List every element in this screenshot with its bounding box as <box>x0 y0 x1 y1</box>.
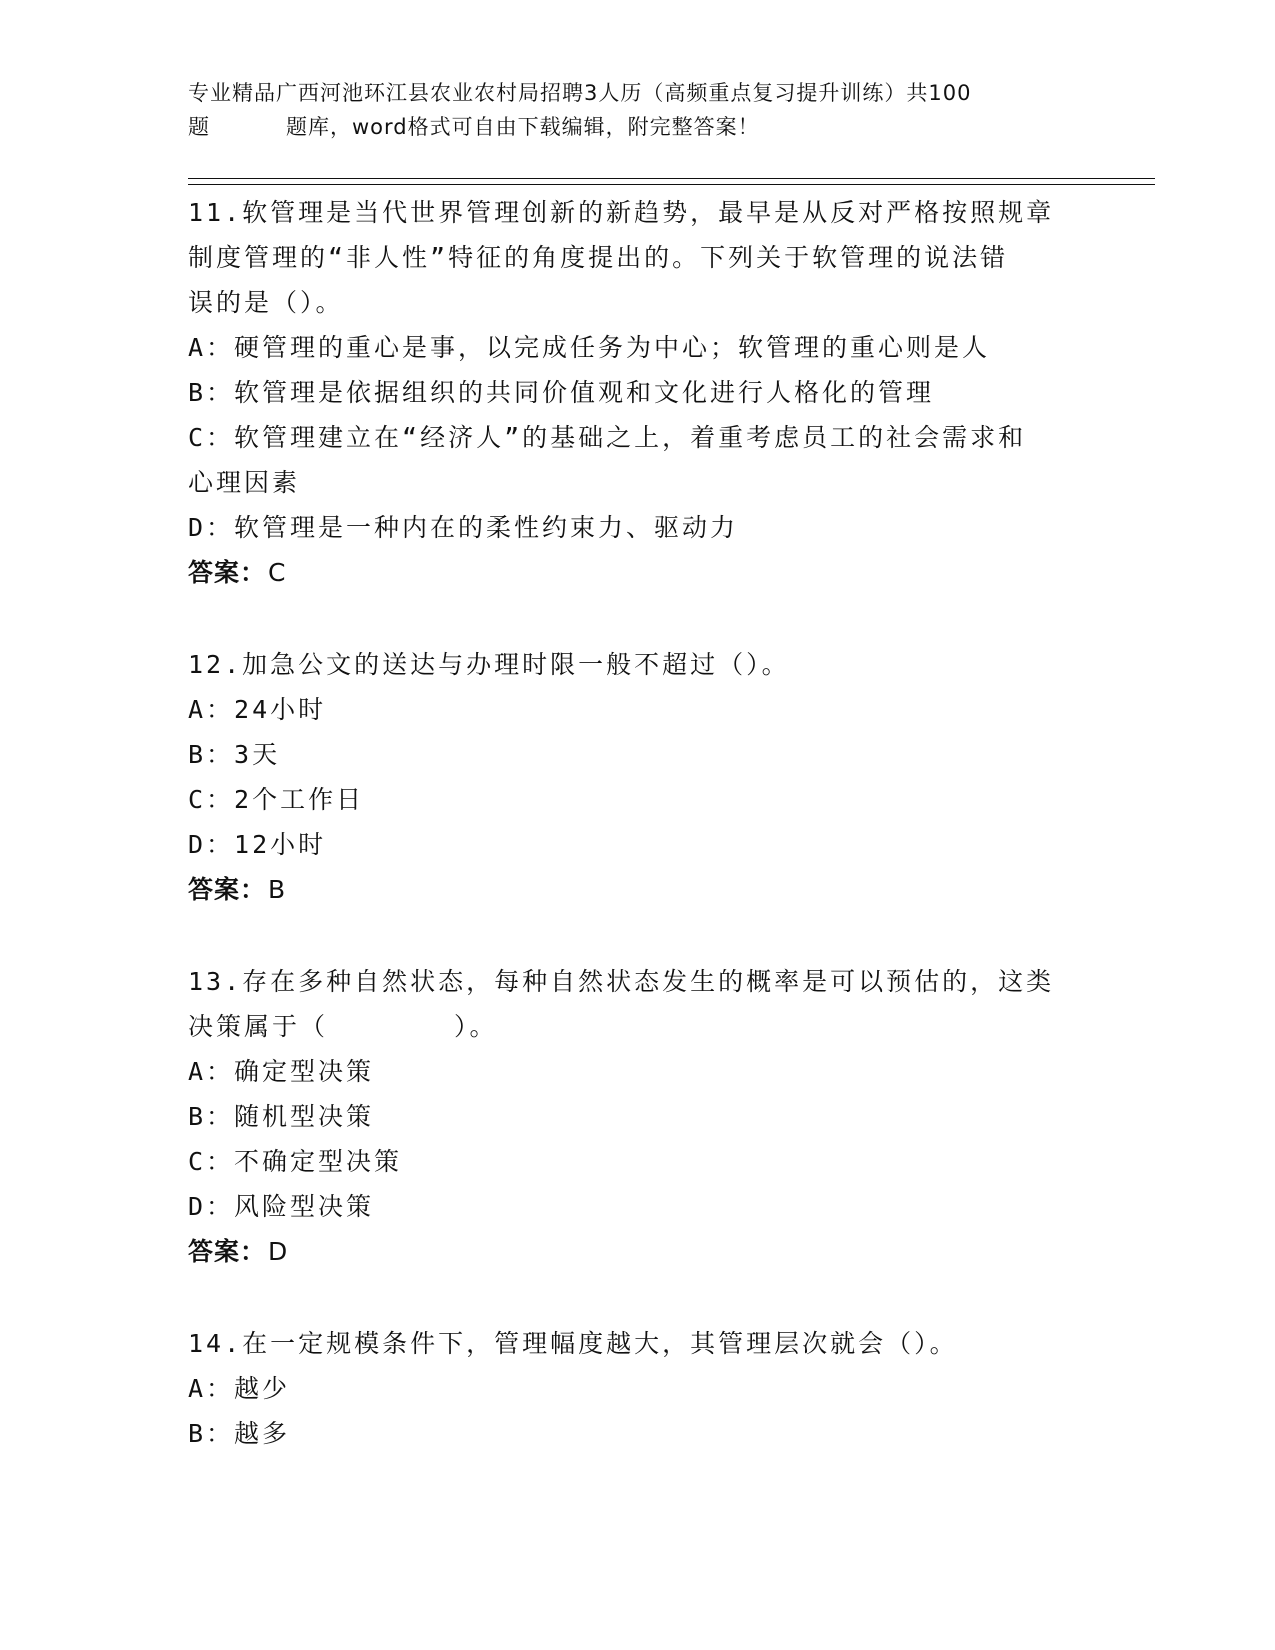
option-a: A：硬管理的重心是事，以完成任务为中心；软管理的重心则是人 <box>188 333 991 362</box>
answer-label: 答案： <box>188 875 267 904</box>
option-d: D：12小时 <box>188 830 327 859</box>
question-14 <box>188 1321 1088 1456</box>
option-a: A：24小时 <box>188 695 327 724</box>
question-text-line: 13.存在多种自然状态，每种自然状态发生的概率是可以预估的，这类 <box>188 967 1055 996</box>
question-text-line <box>188 1004 1088 1049</box>
answer-value: B <box>268 875 287 904</box>
option-c: C：2个工作日 <box>188 785 365 814</box>
option-b: B：软管理是依据组织的共同价值观和文化进行人格化的管理 <box>188 378 935 407</box>
option-a: A：确定型决策 <box>188 1057 375 1086</box>
option-d: D：软管理是一种内在的柔性约束力、驱动力 <box>188 513 739 542</box>
question-text-part: ）。 <box>454 1012 498 1041</box>
question-text-line: 误的是（）。 <box>188 288 344 317</box>
option-b: B：随机型决策 <box>188 1102 375 1131</box>
option-d: D：风险型决策 <box>188 1192 375 1221</box>
answer-label: 答案： <box>188 558 267 587</box>
answer-label: 答案： <box>188 1237 267 1266</box>
answer <box>188 1229 1088 1275</box>
option-a: A：越少 <box>188 1374 291 1403</box>
answer <box>188 867 1088 913</box>
option-b: B：越多 <box>188 1419 291 1448</box>
header-divider-top <box>188 178 1155 179</box>
option-b: B：3天 <box>188 740 281 769</box>
answer <box>188 550 1088 596</box>
question-13 <box>188 959 1088 1275</box>
document-header <box>188 76 1088 144</box>
question-11 <box>188 190 1088 596</box>
answer-value: C <box>268 558 287 587</box>
question-12 <box>188 642 1088 913</box>
option-c: C：不确定型决策 <box>188 1147 403 1176</box>
question-text-part: 决策属于（ <box>188 1012 329 1041</box>
option-c: C：软管理建立在“经济人”的基础之上，着重考虑员工的社会需求和 <box>188 423 1027 452</box>
question-text-line: 12.加急公文的送达与办理时限一般不超过（）。 <box>188 650 790 679</box>
answer-value: D <box>268 1237 289 1266</box>
option-c-continued: 心理因素 <box>188 468 301 497</box>
question-text-line: 制度管理的“非人性”特征的角度提出的。下列关于软管理的说法错 <box>188 243 1009 272</box>
question-list <box>188 190 1088 1502</box>
question-text-line: 14.在一定规模条件下，管理幅度越大，其管理层次就会（）。 <box>188 1329 958 1358</box>
header-title-line2-right: 题库，word格式可自由下载编辑，附完整答案！ <box>286 115 760 139</box>
question-text-line: 11.软管理是当代世界管理创新的新趋势，最早是从反对严格按照规章 <box>188 198 1055 227</box>
header-title-line2-left: 题 <box>188 115 210 139</box>
header-divider-bottom <box>188 184 1155 185</box>
header-title-line1: 专业精品广西河池环江县农业农村局招聘3人历（高频重点复习提升训练）共100 <box>188 81 972 105</box>
header-title-line2 <box>188 110 1088 144</box>
